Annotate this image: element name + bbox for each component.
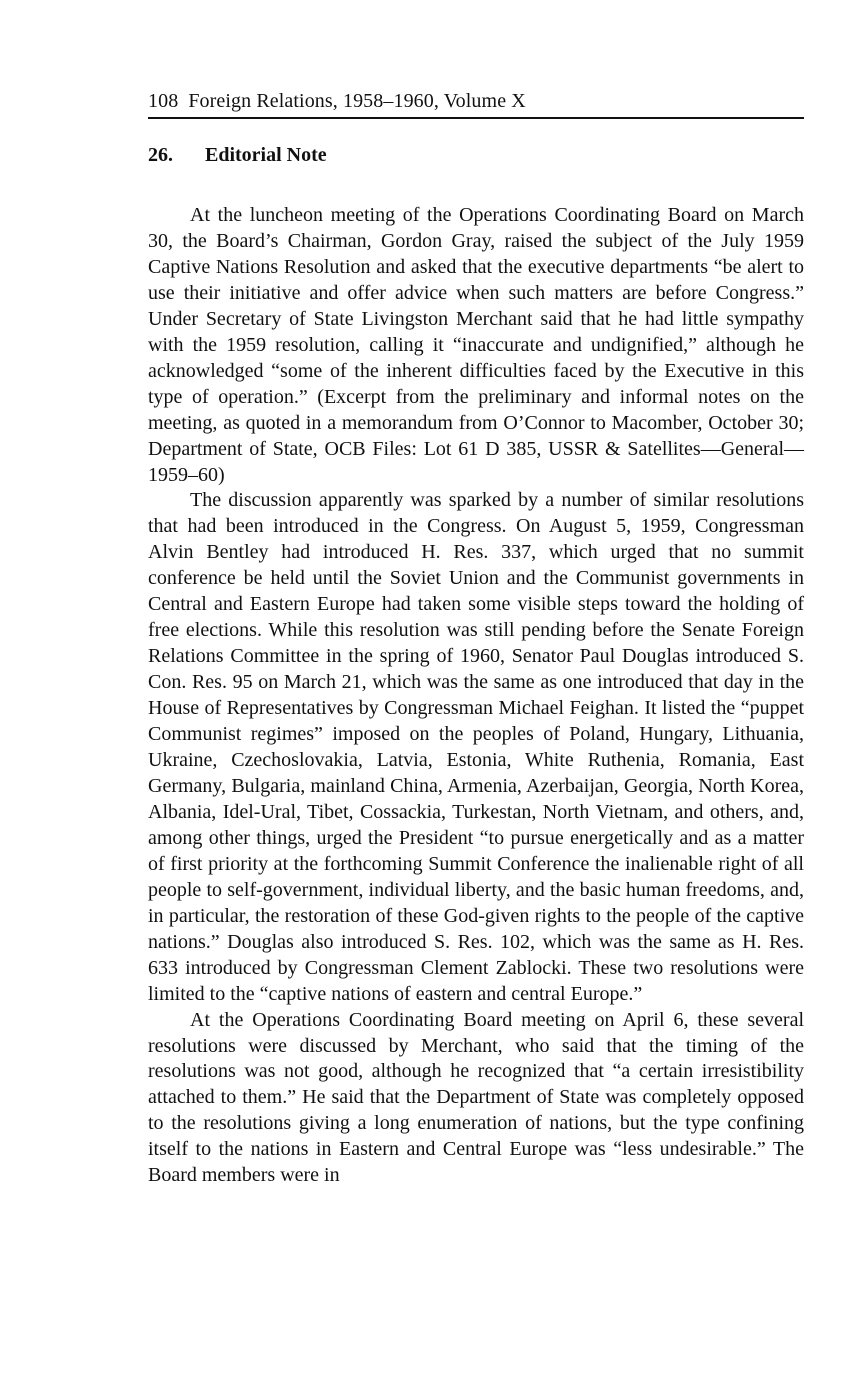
running-head xyxy=(148,86,804,116)
paragraph-3: At the Operations Coordinating Board meeting on April 6, these several resolutions were discussed by Merchant, who said that the timing of the resolutions was not good, although he recognized that “a certain irresistibility attached to them.” He said that the Department of State was completely opposed to the resolutions giving a long enumeration of nations, but the type confining itself to the nations in Eastern and Central Europe was “less undesirable.” The Board members were in xyxy=(148,1008,804,1187)
paragraph-2: The discussion apparently was sparked by a number of similar resolutions that had been introduced in the Congress. On August 5, 1959, Congressman Alvin Bentley had introduced H. Res. 337, which urged that no summit conference be held until the Soviet Union and the Communist governments in Central and Eastern Europe had taken some visible steps toward the holding of free elections. While this resolution was still pending before the Senate Foreign Relations Committee in the spring of 1960, Senator Paul Douglas introduced S. Con. Res. 95 on March 21, which was the same as one introduced that day in the House of Representatives by Congressman Michael Feighan. It listed the “puppet Communist regimes” imposed on the peoples of Poland, Hungary, Lithuania, Ukraine, Czechoslovakia, Latvia, Estonia, White Ruthenia, Romania, East Germany, Bulgaria, mainland China, Armenia, Azerbaijan, Georgia, North Korea, Albania, Idel-Ural, Tibet, Cossackia, Turkestan, North Vietnam, and others, and, among other things, urged the President “to pursue energetically and as a matter of first priority at the forthcoming Summit Conference the inalienable right of all people to self-government, individual liberty, and the basic human freedoms, and, in particular, the restoration of these God-given rights to the people of the captive nations.” Douglas also introduced S. Res. 102, which was the same as H. Res. 633 introduced by Congressman Clement Zablocki. These two resolutions were limited to the “captive nations of eastern and central Europe.” xyxy=(148,489,804,1005)
document-title: Editorial Note xyxy=(205,144,327,166)
page-number: 108 xyxy=(148,90,179,112)
paragraph-1: At the luncheon meeting of the Operations Coordinating Board on March 30, the Board’s Chairman, Gordon Gray, raised the subject of the July 1959 Captive Nations Resolution and asked that the executive departments “be alert to use their initiative and offer advice when such matters are before Congress.” Under Secretary of State Livingston Merchant said that he had little sympathy with the 1959 resolution, calling it “inaccurate and undignified,” although he acknowledged “some of the inherent difficulties faced by the Executive in this type of operation.” (Excerpt from the preliminary and informal notes on the meeting, as quoted in a memorandum from O’Connor to Macomber, October 30; Department of State, OCB Files: Lot 61 D 385, USSR & Satellites—General—1959–60) xyxy=(148,204,804,486)
document-heading xyxy=(148,141,804,169)
document-body xyxy=(148,203,804,1189)
volume-title: Foreign Relations, 1958–1960, Volume X xyxy=(188,90,526,112)
document-page xyxy=(148,86,804,1189)
header-rule xyxy=(148,117,804,119)
document-number: 26. xyxy=(148,144,173,166)
